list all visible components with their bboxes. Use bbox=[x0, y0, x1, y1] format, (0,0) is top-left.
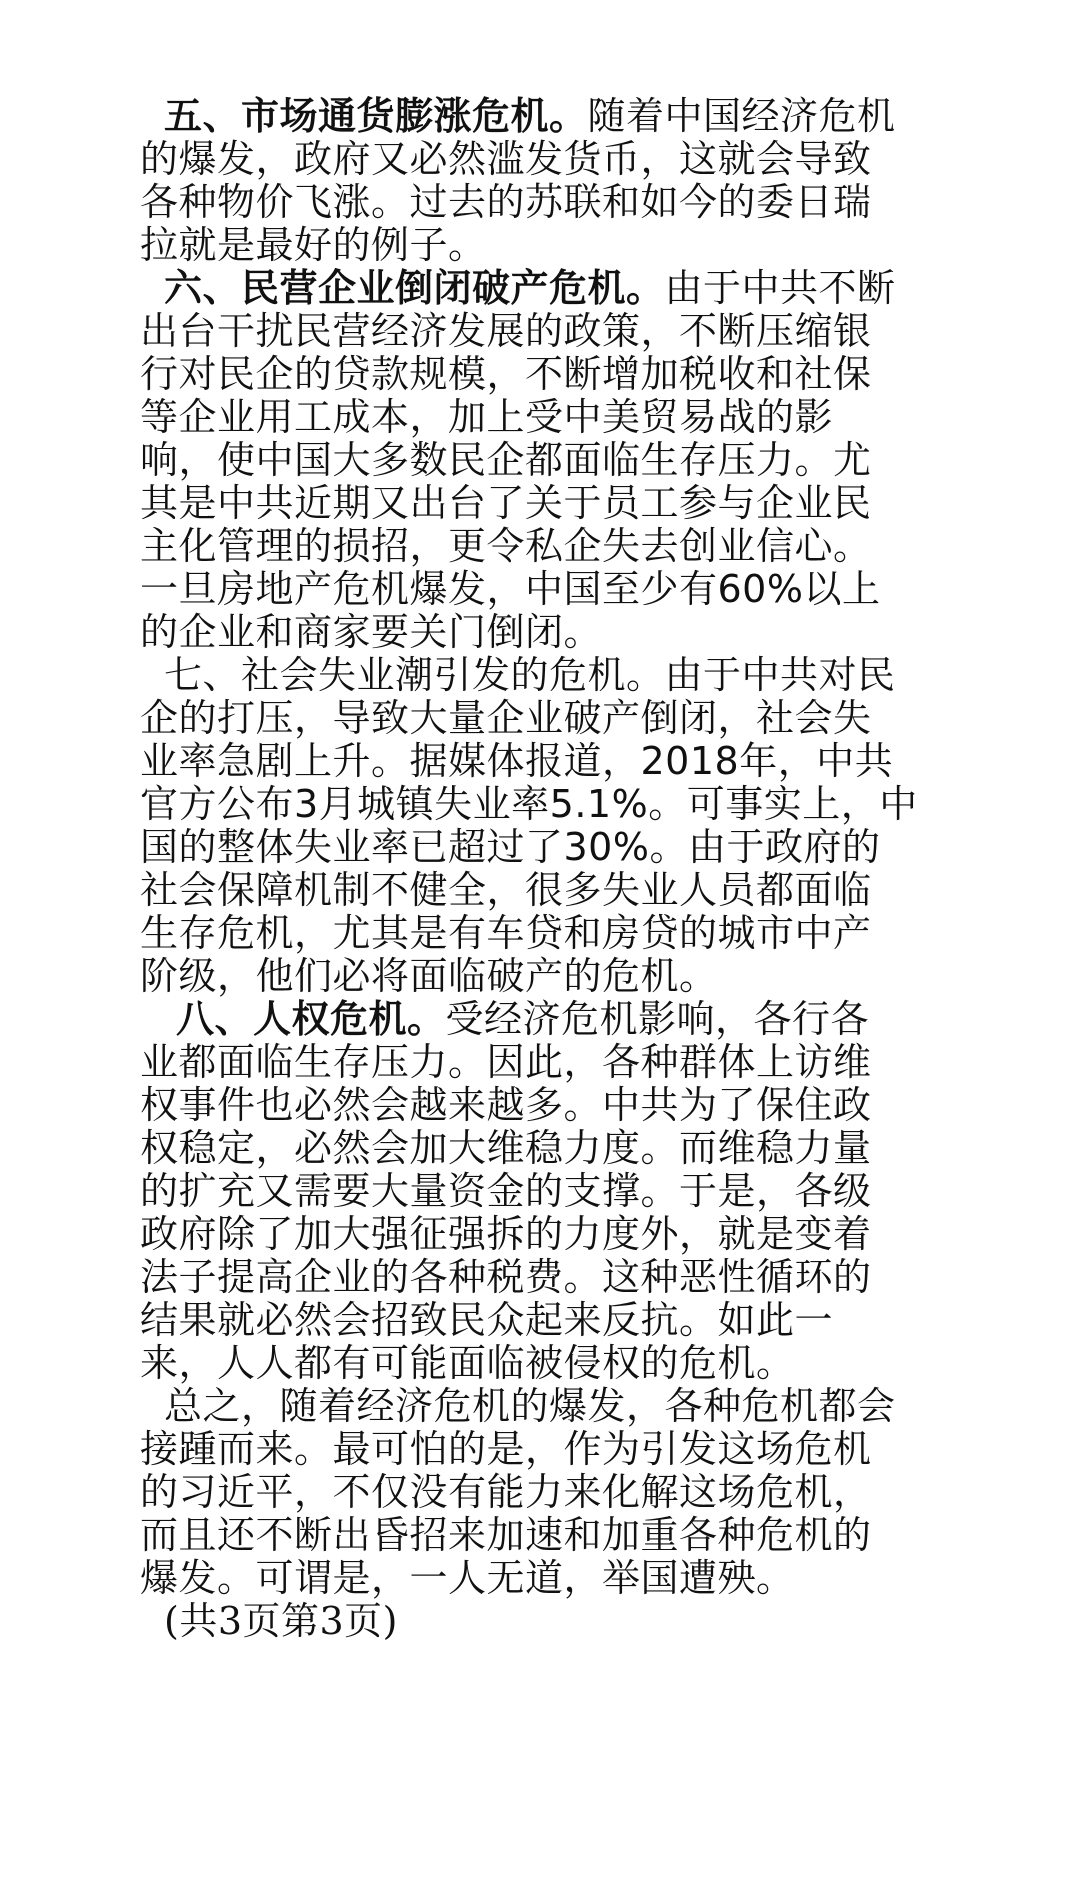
section-7-line-5: 国的整体失业率已超过了30%。由于政府的 bbox=[140, 825, 881, 869]
section-7-line-2: 企的打压，导致大量企业破产倒闭，社会失 bbox=[140, 696, 872, 740]
section-5-heading: 五、市场通货膨涨危机。 bbox=[164, 94, 588, 138]
section-8-line-1-text: 受经济危机影响，各行各 bbox=[445, 997, 870, 1041]
section-8-heading: 八、人权危机。 bbox=[176, 997, 446, 1041]
section-5-line-3: 各种物价飞涨。过去的苏联和如今的委日瑞 bbox=[140, 180, 872, 224]
section-6-line-9: 的企业和商家要关门倒闭。 bbox=[140, 610, 603, 654]
section-7-line-8: 阶级，他们必将面临破产的危机。 bbox=[140, 954, 718, 998]
conclusion-line-3: 的习近平，不仅没有能力来化解这场危机， bbox=[140, 1470, 872, 1514]
section-6-line-1 bbox=[164, 266, 896, 310]
section-6-line-4: 等企业用工成本，加上受中美贸易战的影 bbox=[140, 395, 834, 439]
section-5-line-2: 的爆发，政府又必然滥发货币，这就会导致 bbox=[140, 137, 872, 181]
section-8-line-7: 法子提高企业的各种税费。这种恶性循环的 bbox=[140, 1255, 872, 1299]
section-8-line-8: 结果就必然会招致民众起来反抗。如此一 bbox=[140, 1298, 834, 1342]
section-7-line-7: 生存危机，尤其是有车贷和房贷的城市中产 bbox=[140, 911, 872, 955]
section-8-line-5: 的扩充又需要大量资金的支撑。于是，各级 bbox=[140, 1169, 872, 1213]
section-7-line-6: 社会保障机制不健全，很多失业人员都面临 bbox=[140, 868, 872, 912]
section-5-line-1 bbox=[164, 94, 896, 138]
conclusion-line-1: 总之，随着经济危机的爆发，各种危机都会 bbox=[164, 1384, 896, 1428]
section-8-line-2: 业都面临生存压力。因此，各种群体上访维 bbox=[140, 1040, 872, 1084]
section-8-line-1 bbox=[176, 997, 869, 1041]
conclusion-line-5: 爆发。可谓是，一人无道，举国遭殃。 bbox=[140, 1556, 795, 1600]
section-6-line-7: 主化管理的损招，更令私企失去创业信心。 bbox=[140, 524, 872, 568]
conclusion-line-2: 接踵而来。最可怕的是，作为引发这场危机 bbox=[140, 1427, 872, 1471]
section-5-line-4: 拉就是最好的例子。 bbox=[140, 223, 487, 267]
section-5-line-1-text: 随着中国经济危机 bbox=[587, 94, 896, 138]
section-7-line-3: 业率急剧上升。据媒体报道，2018年，中共 bbox=[140, 739, 894, 783]
page-number: (共3页第3页) bbox=[164, 1599, 399, 1643]
section-6-heading: 六、民营企业倒闭破产危机。 bbox=[164, 266, 665, 310]
section-8-line-6: 政府除了加大强征强拆的力度外，就是变着 bbox=[140, 1212, 872, 1256]
section-6-line-6: 其是中共近期又出台了关于员工参与企业民 bbox=[140, 481, 872, 525]
section-6-line-8: 一旦房地产危机爆发，中国至少有60%以上 bbox=[140, 567, 881, 611]
section-6-line-5: 响，使中国大多数民企都面临生存压力。尤 bbox=[140, 438, 872, 482]
conclusion-line-4: 而且还不断出昏招来加速和加重各种危机的 bbox=[140, 1513, 872, 1557]
section-7-line-4: 官方公布3月城镇失业率5.1%。可事实上，中 bbox=[140, 782, 918, 826]
section-8-line-3: 权事件也必然会越来越多。中共为了保住政 bbox=[140, 1083, 872, 1127]
section-6-line-2: 出台干扰民营经济发展的政策，不断压缩银 bbox=[140, 309, 872, 353]
section-7-line-1: 七、社会失业潮引发的危机。由于中共对民 bbox=[164, 653, 896, 697]
section-6-line-3: 行对民企的贷款规模，不断增加税收和社保 bbox=[140, 352, 872, 396]
section-8-line-9: 来，人人都有可能面临被侵权的危机。 bbox=[140, 1341, 795, 1385]
section-8-line-4: 权稳定，必然会加大维稳力度。而维稳力量 bbox=[140, 1126, 872, 1170]
section-6-line-1-text: 由于中共不断 bbox=[664, 266, 896, 310]
